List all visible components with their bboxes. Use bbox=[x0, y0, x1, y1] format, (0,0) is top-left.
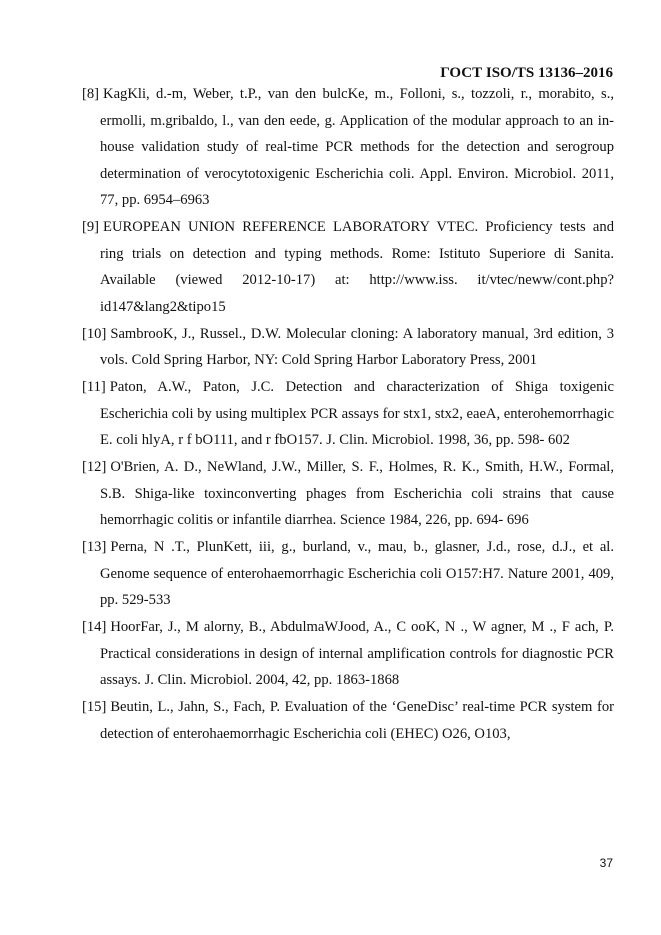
standard-identifier: ГОСТ ISO/TS 13136–2016 bbox=[440, 65, 613, 81]
reference-text: Perna, N .T., PlunKett, iii, g., burland, v., mau, b., glasner, J.d., rose, d.J., et al. Genome sequence of enterohaemorrhagic Escherichia coli O157:H7. Nature 2001, 409, pp. 529-533 bbox=[100, 539, 614, 608]
reference-number: [14] bbox=[82, 619, 107, 635]
reference-item bbox=[82, 214, 614, 320]
reference-text: EUROPEAN UNION REFERENCE LABORATORY VTEC. Proficiency tests and ring trials on detection and typing methods. Rome: Istituto Superiore di Sanita. Available (viewed 2012-10-17) at: http://www.iss. it/vtec/neww/cont.php?id147&lang2&tipo15 bbox=[100, 219, 614, 315]
reference-text: O'Brien, A. D., NeWland, J.W., Miller, S. F., Holmes, R. K., Smith, H.W., Formal, S.B. Shiga-like toxinconverting phages from Escherichia coli strains that cause hemorrhagic colitis or infantile diarrhea. Science 1984, 226, pp. 694- 696 bbox=[100, 459, 614, 528]
reference-item bbox=[82, 321, 614, 374]
page-number: 37 bbox=[599, 856, 613, 870]
reference-item bbox=[82, 534, 614, 614]
reference-number: [13] bbox=[82, 539, 107, 555]
reference-text: Beutin, L., Jahn, S., Fach, P. Evaluation of the ‘GeneDisc’ real-time PCR system for detection of enterohaemorrhagic Escherichia coli (EHEC) O26, O103, bbox=[100, 699, 614, 742]
reference-number: [11] bbox=[82, 379, 106, 395]
reference-number: [10] bbox=[82, 325, 107, 342]
reference-text: SambrooK, J., Russel., D.W. Molecular cloning: A laboratory manual, 3rd edition, 3 vols. Cold Spring Harbor, NY: Cold Spring Harbor Laboratory Press, 2001 bbox=[100, 325, 614, 368]
reference-item bbox=[82, 81, 614, 214]
reference-number: [12] bbox=[82, 459, 107, 475]
reference-item bbox=[82, 374, 614, 454]
reference-item bbox=[82, 614, 614, 694]
reference-number: [15] bbox=[82, 699, 107, 715]
reference-text: Paton, A.W., Paton, J.C. Detection and characterization of Shiga toxigenic Escherichia coli by using multiplex PCR assays for stx1, stx2, eaeA, enterohemorrhagic E. coli hlyA, r f bO111, and r fbO157. J. Clin. Microbiol. 1998, 36, pp. 598- 602 bbox=[100, 379, 614, 448]
reference-list bbox=[82, 81, 614, 748]
reference-text: HoorFar, J., M alorny, B., AbdulmaWJood, A., C ooK, N ., W agner, M ., F ach, P. Practical considerations in design of internal amplification controls for diagnostic PCR assays. J. Clin. Microbiol. 2004, 42, pp. 1863-1868 bbox=[100, 619, 614, 688]
reference-item bbox=[82, 454, 614, 534]
reference-item bbox=[82, 694, 614, 747]
reference-text: KagKli, d.-m, Weber, t.P., van den bulcKe, m., Folloni, s., tozzoli, r., morabito, s., ermolli, m.gribaldo, l., van den eede, g. Application of the modular approach to an in-house validation study of real-time PCR methods for the detection and serogroup determination of verocytotoxigenic Escherichia coli. Appl. Environ. Microbiol. 2011, 77, pp. 6954–6963 bbox=[100, 86, 614, 208]
reference-number: [8] bbox=[82, 86, 100, 102]
reference-number: [9] bbox=[82, 219, 100, 235]
